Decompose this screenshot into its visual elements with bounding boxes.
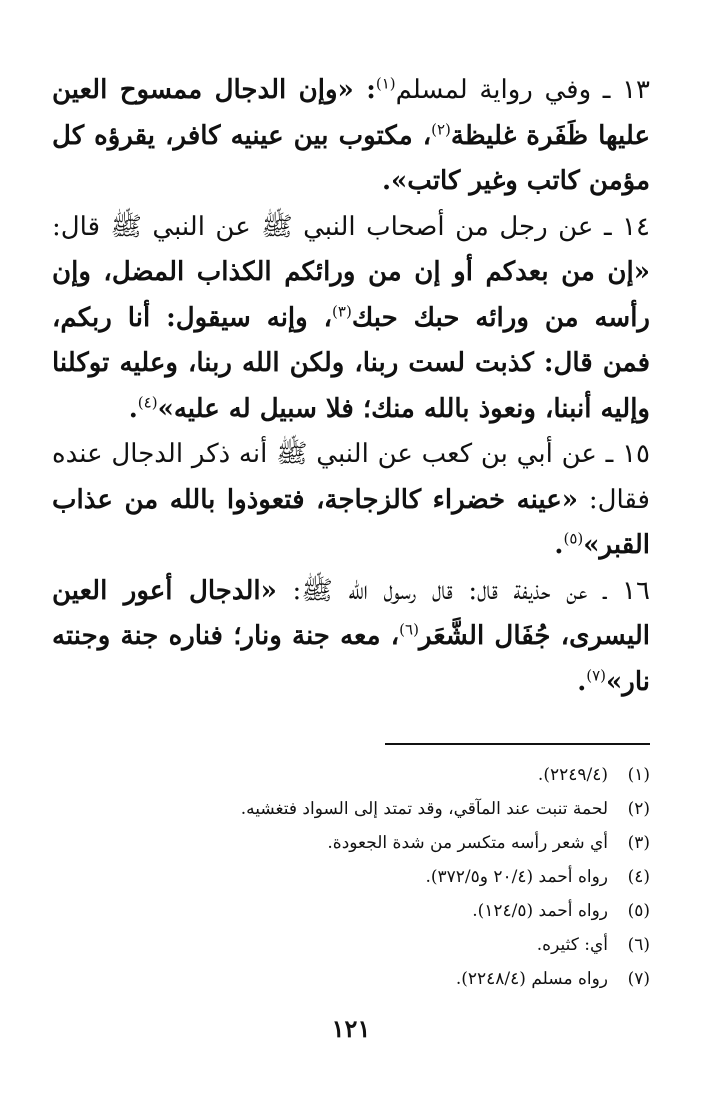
- footnote-marker: (٥): [563, 529, 584, 548]
- text-segment: .: [577, 666, 587, 697]
- footnote-text: رواه أحمد (١٢٤/٥).: [472, 901, 608, 921]
- footnote-divider: [385, 743, 650, 745]
- footnote-text: (٢٢٤٩/٤).: [537, 765, 608, 785]
- footnote-text: أي: كثيره.: [536, 935, 608, 955]
- hadith-paragraph: [52, 432, 650, 569]
- footnote-item: [52, 860, 650, 894]
- footnote-item: [52, 962, 650, 996]
- footnote-item: [52, 928, 650, 962]
- footnote-item: [52, 792, 650, 826]
- footnote-marker: (٢): [431, 119, 451, 138]
- footnote-text: لحمة تنبت عند المآقي، وقد تمتد إلى السواد فتغشيه.: [240, 799, 608, 819]
- hadith-paragraph: [52, 205, 650, 433]
- footnote-item: [52, 894, 650, 928]
- footnote-marker: (٦): [399, 620, 419, 639]
- text-segment: «عينه خضراء كالزجاجة، فتعوذوا بالله من عذاب القبر»: [52, 484, 650, 560]
- footnote-item: [52, 826, 650, 860]
- text-segment: «إن من بعدكم أو إن من ورائكم الكذاب المضل، وإن رأسه من ورائه حبك حبك: [52, 257, 650, 333]
- text-segment: .: [128, 393, 138, 424]
- hadith-paragraph: [52, 68, 650, 205]
- main-text: [52, 68, 650, 705]
- footnote-number: (٧): [627, 969, 650, 989]
- page-number: ١٢١: [331, 1014, 371, 1043]
- footnote-text: رواه مسلم (٢٢٤٨/٤).: [455, 969, 608, 989]
- footnote-number: (١): [627, 765, 650, 785]
- footnote-number: (٦): [627, 935, 650, 955]
- text-segment: ١٦ ـ عن حذيفة قال: قال رسول الله ﷺ:: [276, 575, 650, 606]
- text-segment: : «وإن الدجال ممسوح العين عليها ظَفَرة غليظة: [52, 75, 650, 151]
- text-segment: ١٣ ـ وفي رواية لمسلم: [395, 75, 650, 105]
- footnote-marker: (٧): [586, 665, 607, 684]
- footnote-item: [52, 758, 650, 792]
- footnotes-list: [52, 758, 650, 996]
- footnote-marker: (١): [375, 74, 396, 93]
- footnote-text: رواه أحمد (٢٠/٤ و٣٧٢/٥).: [425, 867, 608, 887]
- footnote-marker: (٣): [332, 301, 352, 320]
- hadith-paragraph: [52, 569, 650, 706]
- footnote-number: (٣): [627, 833, 650, 853]
- footnote-marker: (٤): [137, 392, 158, 411]
- footnote-text: أي شعر رأسه متكسر من شدة الجعودة.: [327, 833, 608, 853]
- footnote-number: (٥): [627, 901, 650, 921]
- footnote-number: (٤): [627, 867, 650, 887]
- footnote-number: (٢): [627, 799, 650, 819]
- text-segment: ١٤ ـ عن رجل من أصحاب النبي ﷺ عن النبي ﷺ قال:: [52, 211, 650, 242]
- text-segment: ، مكتوب بين عينيه كافر، يقرؤه كل مؤمن كاتب وغير كاتب».: [52, 120, 650, 196]
- text-segment: ١٥ ـ عن أبي بن كعب عن النبي ﷺ أنه ذكر الدجال عنده فقال:: [52, 439, 650, 515]
- text-segment: «الدجال أعور العين اليسرى، جُفَال الشَّعَر: [52, 575, 650, 651]
- text-segment: ، معه جنة ونار؛ فناره جنة وجنته نار»: [52, 621, 650, 697]
- text-segment: .: [554, 530, 564, 560]
- text-segment: ، وإنه سيقول: أنا ربكم، فمن قال: كذبت لست ربنا، ولكن الله ربنا، وعليه توكلنا وإليه أنبنا، ونعوذ بالله منك؛ فلا سبيل له عليه»: [52, 302, 650, 424]
